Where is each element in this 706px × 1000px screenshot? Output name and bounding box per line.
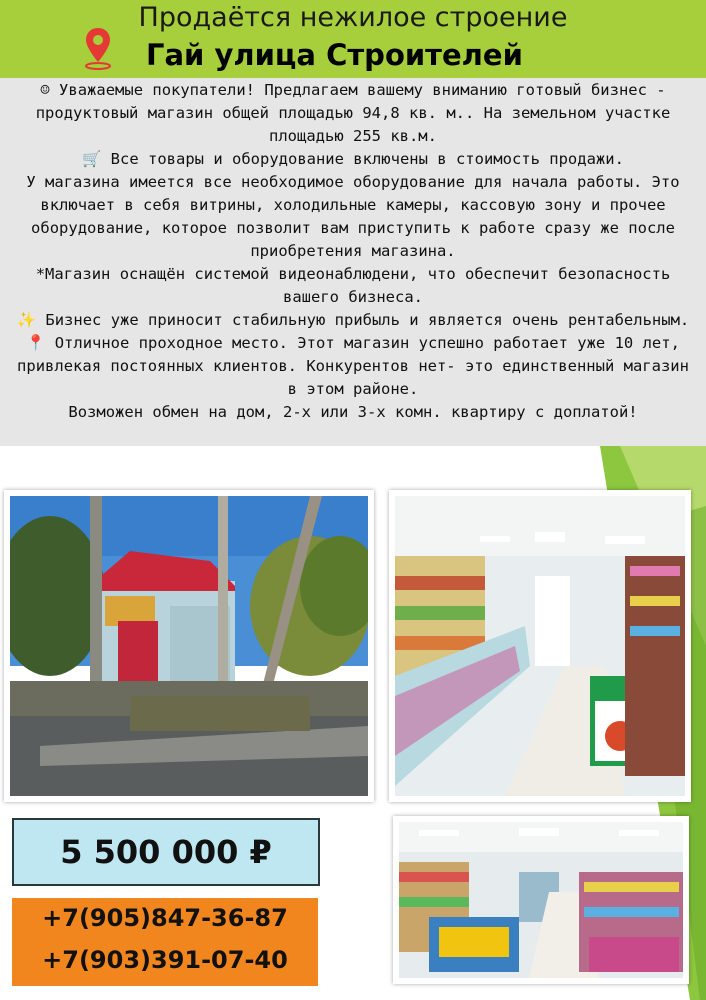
photo-interior-2 [393, 816, 689, 984]
description-block [0, 78, 706, 446]
desc-line: *Магазин оснащён системой видеонаблюдени, что обеспечит безопасность [35, 265, 671, 283]
desc-line: 📍 Отличное проходное место. Этот магазин успешно работает уже 10 лет, [26, 334, 680, 352]
header-banner [0, 0, 706, 78]
desc-line: в этом районе. [287, 380, 419, 398]
desc-line: У магазина имеется все необходимое оборудование для начала работы. Это [26, 173, 680, 191]
location-pin-icon [84, 26, 112, 70]
desc-line: оборудование, которое позволит вам приступить к работе сразу же после [31, 219, 675, 237]
desc-line: Возможен обмен на дом, 2-х или 3-х комн. квартиру с доплатой! [68, 403, 638, 421]
price-badge: 5 500 000 ₽ [12, 818, 320, 886]
desc-line: привлекая постоянных клиентов. Конкурентов нет- это единственный магазин [17, 357, 689, 375]
photo-interior-1 [389, 490, 691, 802]
photo-exterior [4, 490, 374, 802]
location-title: Гай улица Строителей [146, 38, 523, 72]
phone-number-1[interactable]: +7(905)847-36-87 [42, 904, 288, 932]
desc-line: площадью 255 кв.м. [269, 127, 437, 145]
phone-number-2[interactable]: +7(903)391-07-40 [42, 946, 288, 974]
desc-line: ☺ Уважаемые покупатели! Предлагаем вашему вниманию готовый бизнес - [40, 81, 666, 99]
contact-phones [12, 898, 318, 986]
desc-line: вашего бизнеса. [283, 288, 423, 306]
desc-line: 🛒 Все товары и оборудование включены в стоимость продажи. [82, 150, 624, 168]
desc-line: ✨ Бизнес уже приносит стабильную прибыль и является очень рентабельным. [16, 311, 690, 329]
desc-line: приобретения магазина. [250, 242, 456, 260]
desc-line: включает в себя витрины, холодильные камеры, кассовую зону и прочее [40, 196, 666, 214]
desc-line: продуктовый магазин общей площадью 94,8 кв. м.. На земельном участке [35, 104, 671, 122]
page-title: Продаётся нежилое строение [138, 2, 568, 33]
